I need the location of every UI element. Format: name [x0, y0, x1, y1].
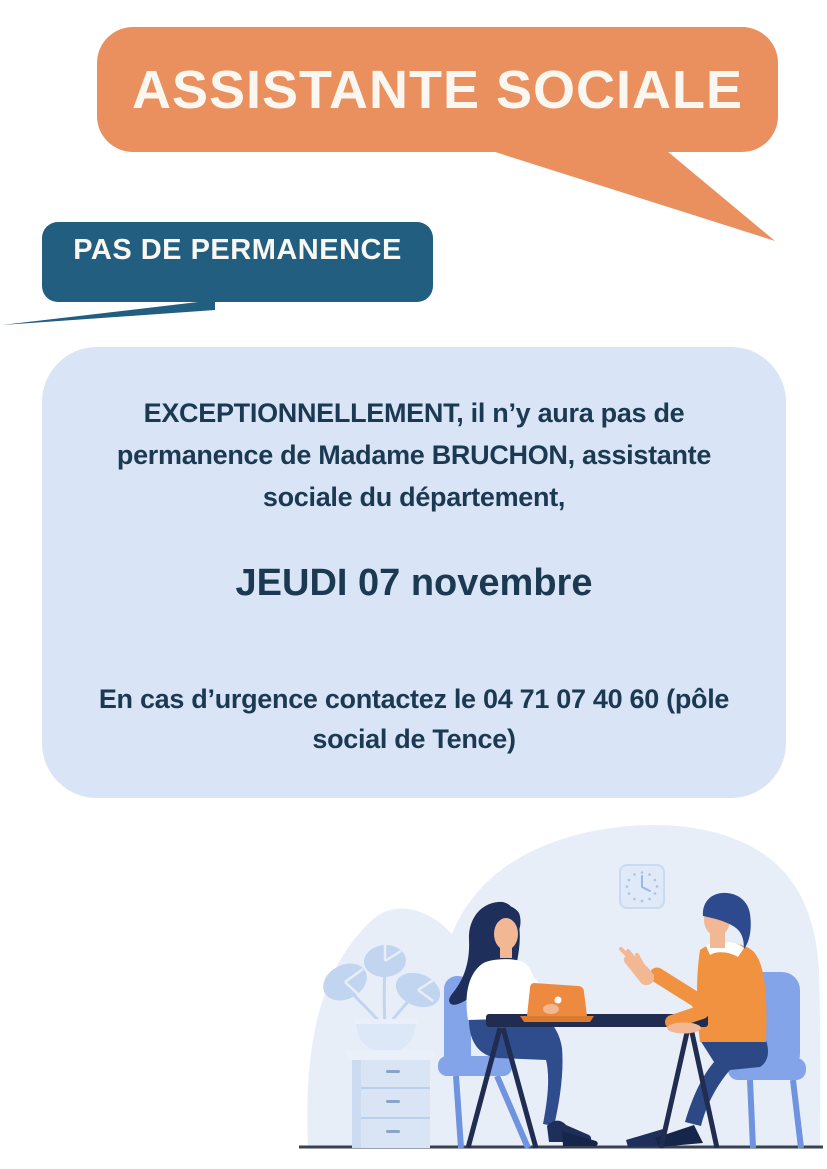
notice-intro-line: EXCEPTIONNELLEMENT, il n’y aura pas de	[143, 398, 685, 428]
notice-intro-line: permanence de Madame BRUCHON, assistante	[116, 440, 712, 470]
title-bubble	[97, 27, 778, 152]
drawer-cabinet	[347, 1050, 435, 1148]
badge-bubble-tail	[2, 299, 216, 327]
notice-intro	[42, 392, 786, 518]
badge-bubble	[42, 222, 433, 302]
notice-intro-line: sociale du département,	[262, 482, 566, 512]
woman-face	[494, 918, 518, 950]
urgency-notice	[42, 679, 786, 759]
notice-panel	[42, 347, 786, 798]
woman-hand	[543, 1004, 559, 1014]
urgency-line: En cas d’urgence contactez le 04 71 07 40 60 (pôle	[98, 684, 730, 714]
date-heading: JEUDI 07 novembre	[235, 562, 593, 604]
badge-label: PAS DE PERMANENCE	[73, 233, 402, 266]
urgency-line: social de Tence)	[312, 724, 516, 754]
office-illustration	[280, 820, 827, 1169]
laptop-icon	[520, 983, 594, 1022]
poster-title: ASSISTANTE SOCIALE	[131, 59, 744, 120]
title-bubble-tail	[492, 151, 776, 242]
wall-clock-icon	[620, 865, 664, 908]
